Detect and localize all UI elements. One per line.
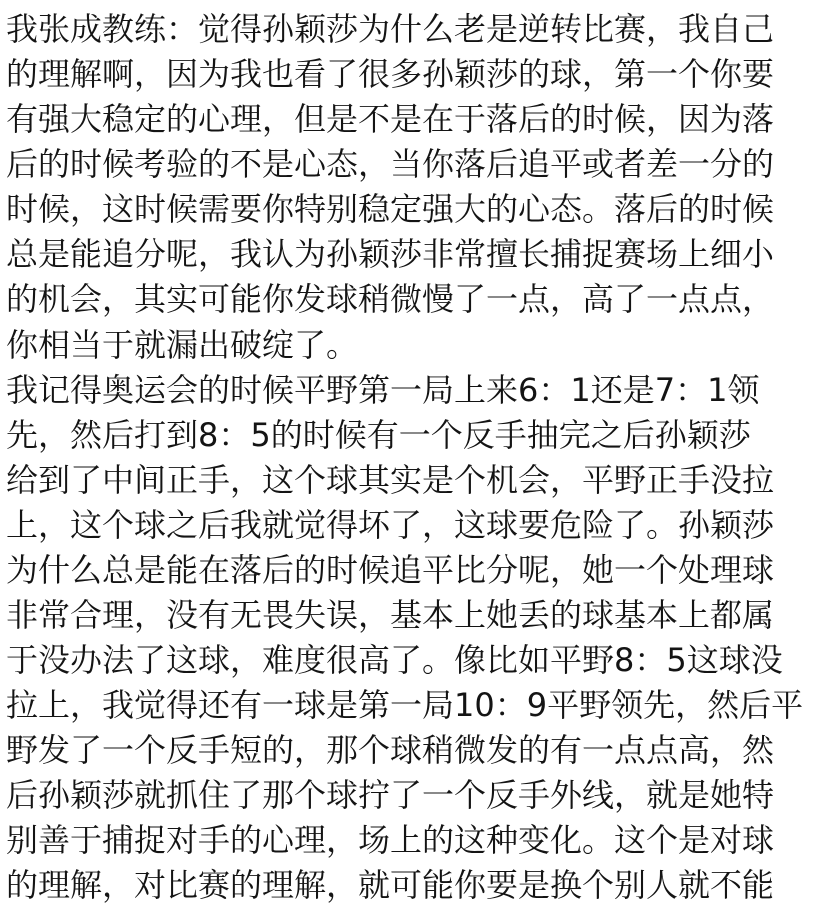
text-line: 别善于捕捉对手的心理，场上的这种变化。这个是对球 <box>6 821 775 859</box>
text-line: 我张成教练：觉得孙颖莎为什么老是逆转比赛，我自己 <box>6 10 775 48</box>
text-line: 有强大稳定的心理，但是不是在于落后的时候，因为落 <box>6 100 775 138</box>
text-line: 的机会，其实可能你发球稍微慢了一点，高了一点点， <box>6 280 775 318</box>
text-line: 的理解，对比赛的理解，就可能你要是换个别人就不能 <box>6 866 775 904</box>
text-line: 于没办法了这球，难度很高了。像比如平野8：5这球没 <box>6 641 783 679</box>
text-line: 时候，这时候需要你特别稳定强大的心态。落后的时候 <box>6 190 775 228</box>
text-line: 的理解啊，因为我也看了很多孙颖莎的球，第一个你要 <box>6 55 775 93</box>
text-line: 为什么总是能在落后的时候追平比分呢，她一个处理球 <box>6 551 775 589</box>
text-line: 总是能追分呢，我认为孙颖莎非常擅长捕捉赛场上细小 <box>6 235 775 273</box>
text-line: 先，然后打到8：5的时候有一个反手抽完之后孙颖莎 <box>6 416 751 454</box>
text-line: 野发了一个反手短的，那个球稍微发的有一点点高，然 <box>6 731 775 769</box>
text-line: 非常合理，没有无畏失误，基本上她丢的球基本上都属 <box>6 596 775 634</box>
text-line: 后的时候考验的不是心态，当你落后追平或者差一分的 <box>6 145 775 183</box>
text-line: 后孙颖莎就抓住了那个球拧了一个反手外线，就是她特 <box>6 776 775 814</box>
text-line: 拉上，我觉得还有一球是第一局10：9平野领先，然后平 <box>6 686 804 724</box>
text-line: 给到了中间正手，这个球其实是个机会，平野正手没拉 <box>6 461 775 499</box>
text-line: 我记得奥运会的时候平野第一局上来6：1还是7：1领 <box>6 371 760 409</box>
text-line: 上，这个球之后我就觉得坏了，这球要危险了。孙颖莎 <box>6 506 775 544</box>
text-line: 你相当于就漏出破绽了。 <box>6 326 359 364</box>
